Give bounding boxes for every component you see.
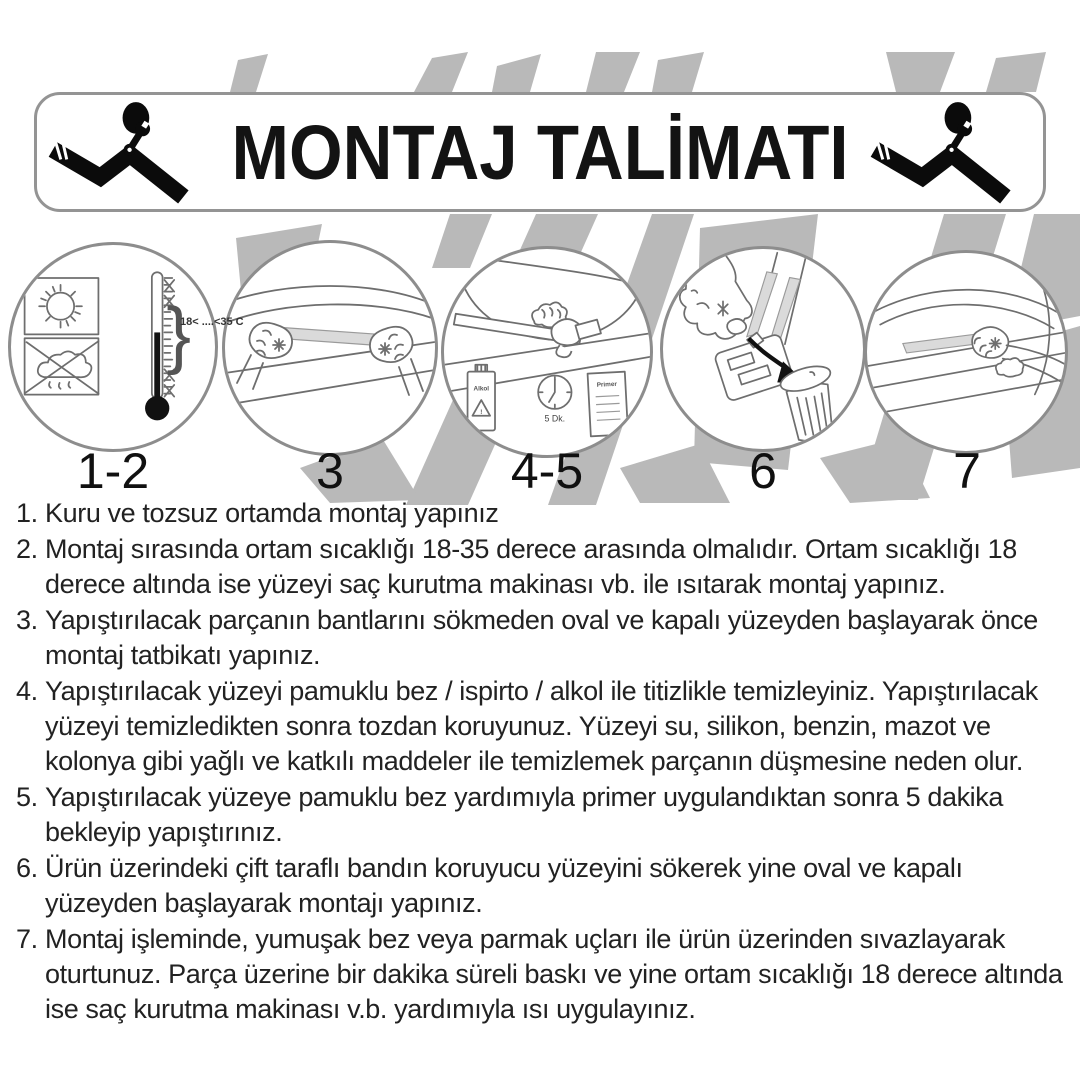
sun-icon [25,278,99,334]
mechanic-swoosh-art-right [867,100,1035,204]
instruction-item [16,496,1068,531]
item-text: Yapıştırılacak yüzeye pamuklu bez yardımıyla primer uygulandıktan sonra 5 dakika bekleyip yapıştırınız. [45,782,1003,847]
backing-strip [747,272,777,337]
item-number: 1. [16,498,38,528]
clock-icon [538,376,571,424]
cloth-icon [996,358,1024,377]
hand-icon [370,327,423,395]
swoosh-icon [53,150,183,197]
primer-sheet-icon [588,372,629,437]
backing-strip [770,278,800,343]
no-rain-icon [25,338,99,394]
step-illustration-conditions [8,242,218,452]
step-illustration-peel-backing [660,246,866,452]
step-label-3: 3 [316,443,344,499]
thermometer-icon [145,272,191,420]
step-illustration-press [864,250,1068,454]
instruction-list [16,496,1068,1028]
temperature-range-label: 18< ....<35 C [180,316,244,328]
instruction-item [16,674,1068,779]
item-number: 4. [16,676,38,706]
swoosh-icon [875,150,1005,197]
applied-strip [903,334,980,353]
wait-time-label: 5 Dk. [544,413,566,424]
instruction-item [16,922,1068,1027]
hand-icon [551,319,601,357]
instruction-item [16,532,1068,602]
item-number: 2. [16,534,38,564]
title-banner [34,92,1046,212]
step-illustration-fit-check [222,240,438,456]
item-text: Montaj sırasında ortam sıcaklığı 18-35 derece arasında olmalıdır. Ortam sıcaklığı 18 derece altında ise yüzeyi saç kurutma makinası vb. ile ısıtarak montaj yapınız. [45,534,1017,599]
instruction-item [16,851,1068,921]
instruction-item [16,780,1068,850]
item-number: 5. [16,782,38,812]
hand-icon [237,323,292,389]
svg-text:Primer: Primer [596,380,618,389]
brace-glyph: } [166,292,192,376]
svg-text:Alkol: Alkol [473,385,490,393]
item-text: Kuru ve tozsuz ortamda montaj yapınız [45,498,499,528]
item-text: Ürün üzerindeki çift taraflı bandın koruyucu yüzeyini sökerek yine oval ve kapalı yüzeyden başlayarak montajı yapınız. [45,853,963,918]
step-illustration-cleaning [441,246,653,458]
item-number: 6. [16,853,38,883]
svg-text:!: ! [480,408,483,416]
item-number: 7. [16,924,38,954]
item-number: 3. [16,605,38,635]
step-label-6: 6 [749,443,777,499]
step-label-4-5: 4-5 [510,443,584,499]
item-text: Yapıştırılacak yüzeyi pamuklu bez / ispirto / alkol ile titizlikle temizleyiniz. Yapıştırılacak yüzeyi temizledikten sonra tozdan koruyunuz. Yüzeyi su, silikon, benzin, mazot ve kolonya gibi yağlı ve katkılı maddeler ile temizlemek parçanın düşmesine neden olur. [45,676,1038,776]
mechanic-swoosh-art-left [45,100,213,204]
item-text: Montaj işleminde, yumuşak bez veya parmak uçları ile ürün üzerinden sıvazlayarak oturtunuz. Parça üzerine bir dakika süreli baskı ve yine ortam sıcaklığı 18 derece altında ise saç kurutma makinası v.b. yardımıyla ısı uygulayınız. [45,924,1063,1024]
step-label-7: 7 [953,443,981,499]
alcohol-bottle-icon [468,365,495,431]
step-label-1-2: 1-2 [76,443,150,499]
instruction-item [16,603,1068,673]
item-text: Yapıştırılacak parçanın bantlarını sökmeden oval ve kapalı yüzeyden başlayarak önce montaj tatbikatı yapınız. [45,605,1038,670]
page-title: MONTAJ TALİMATI [231,108,849,196]
